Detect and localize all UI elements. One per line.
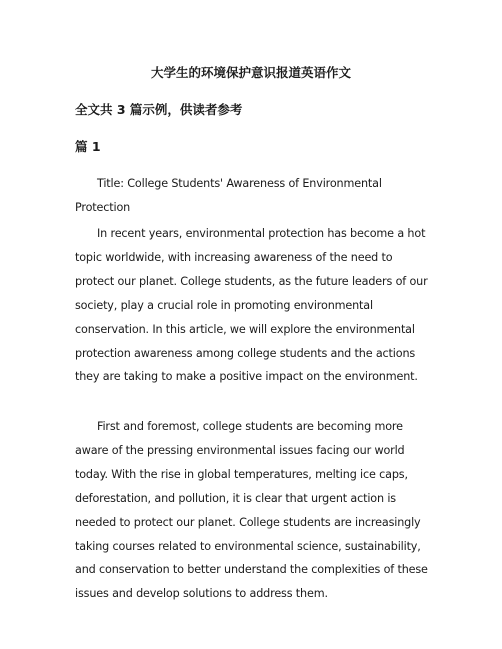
paragraph-line: society, play a crucial role in promoting environmental xyxy=(75,298,373,312)
paragraph-line: Title: College Students' Awareness of Environmental xyxy=(97,177,382,190)
paragraph-line: issues and develop solutions to address them. xyxy=(75,587,328,601)
paragraph-line: Protection xyxy=(75,200,131,214)
paragraph-line: taking courses related to environmental science, sustainability, xyxy=(75,539,421,553)
paragraph-line: protect our planet. College students, as the future leaders of our xyxy=(75,274,428,288)
paragraph-line: needed to protect our planet. College students are increasingly xyxy=(75,515,421,529)
paragraph-line: First and foremost, college students are becoming more xyxy=(97,420,403,433)
document-title: 大学生的环境保护意识报道英语作文 xyxy=(150,65,351,80)
essay-title-paragraph xyxy=(75,172,435,220)
body-paragraph xyxy=(75,222,435,389)
section-heading: 篇 1 xyxy=(75,139,101,154)
paragraph-line: today. With the rise in global temperatures, melting ice caps, xyxy=(75,467,408,481)
paragraph-line: In recent years, environmental protection has become a hot xyxy=(97,227,426,240)
paragraph-line: aware of the pressing environmental issues facing our world xyxy=(75,443,405,457)
paragraph-line: they are taking to make a positive impact on the environment. xyxy=(75,370,418,384)
paragraph-line: and conservation to better understand the complexities of these xyxy=(75,563,428,577)
paragraph-line: topic worldwide, with increasing awareness of the need to xyxy=(75,250,393,264)
document-subtitle: 全文共 3 篇示例，供读者参考 xyxy=(75,102,243,117)
body-paragraph xyxy=(75,415,435,606)
paragraph-line: protection awareness among college students and the actions xyxy=(75,346,416,360)
paragraph-line: deforestation, and pollution, it is clear that urgent action is xyxy=(75,491,396,505)
paragraph-line: conservation. In this article, we will explore the environmental xyxy=(75,322,415,336)
